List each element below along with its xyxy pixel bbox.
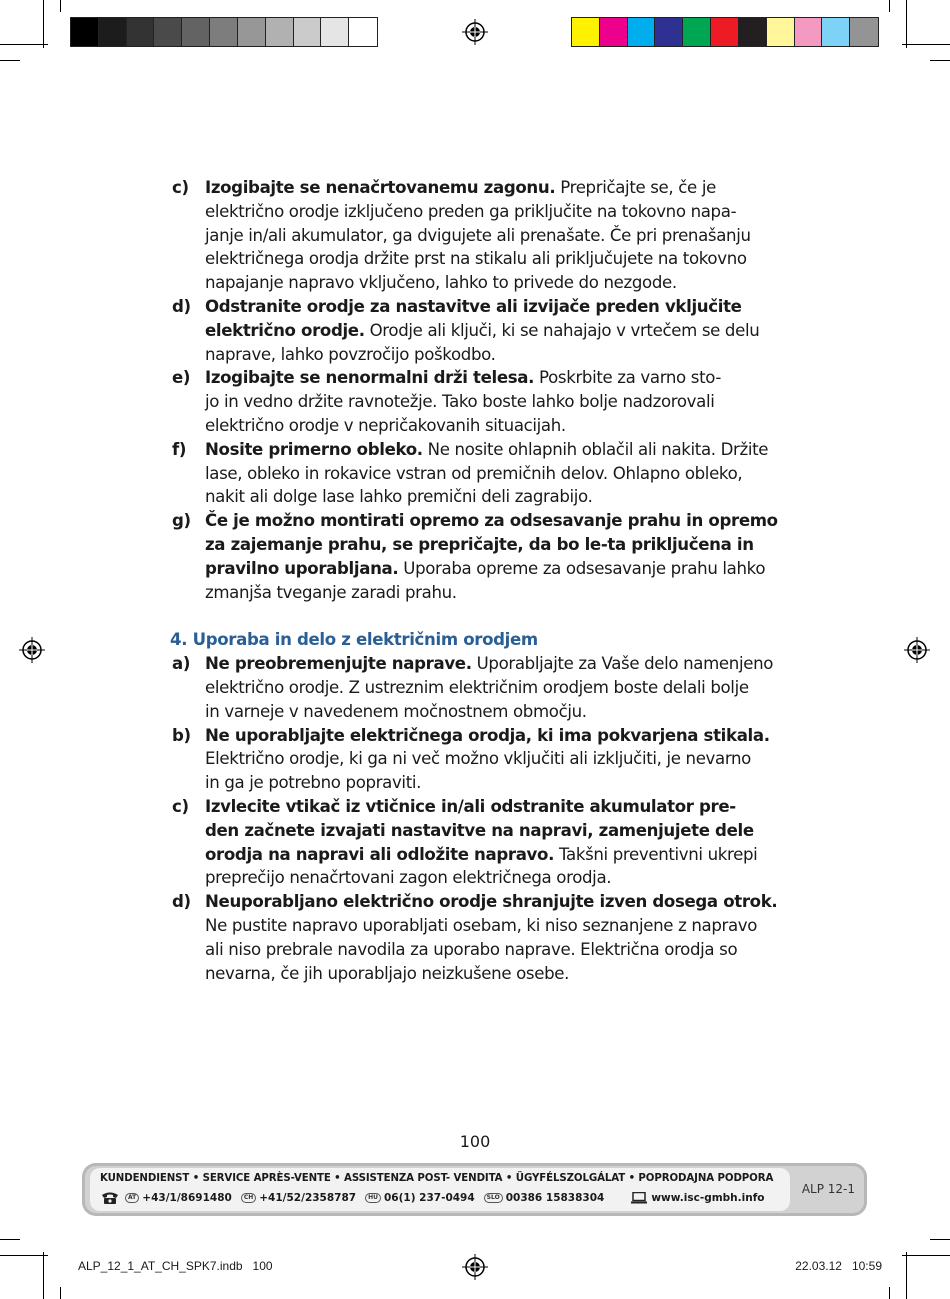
- body-text: ali niso prebrale navodila za uporabo naprave. Električna orodja so: [205, 939, 738, 959]
- text-line: [205, 581, 790, 605]
- text-line: [205, 771, 790, 795]
- bold-phrase: Izvlecite vtikač iz vtičnice in/ali odstranite akumulator pre-: [205, 796, 736, 816]
- phone-entry: [125, 1192, 232, 1204]
- phone-entry: [365, 1192, 475, 1204]
- list-item-letter: a): [172, 654, 191, 674]
- registration-mark-icon: [462, 1254, 488, 1280]
- telephone-icon: [100, 1191, 120, 1205]
- text-line: [205, 724, 790, 748]
- text-line: [205, 795, 790, 819]
- body-text: naprave, lahko povzročijo poškodbo.: [205, 344, 496, 364]
- gray-swatch: [294, 18, 322, 46]
- phone-number: +41/52/2358787: [259, 1192, 357, 1204]
- body-text: in varneje v navedenem močnostnem območju.: [205, 701, 587, 721]
- text-line: [205, 819, 790, 843]
- body-text: Poskrbite za varno sto-: [534, 368, 721, 388]
- main-content: [170, 176, 790, 985]
- text-line: [205, 747, 790, 771]
- registration-mark-icon: [19, 637, 45, 663]
- body-text: Uporabljajte za Vaše delo namenjeno: [471, 654, 774, 674]
- website-link[interactable]: www.isc-gmbh.info: [651, 1192, 765, 1204]
- grayscale-bar: [70, 17, 378, 47]
- phone-list: [125, 1192, 613, 1204]
- list-item: [170, 652, 790, 723]
- text-line: [205, 176, 790, 200]
- list-item: [170, 724, 790, 795]
- text-line: [205, 485, 790, 509]
- text-line: [205, 247, 790, 271]
- list-item-letter: d): [172, 296, 191, 316]
- gray-swatch: [349, 18, 377, 46]
- body-text: nakit ali dolge lase lahko premični deli zagrabijo.: [205, 487, 593, 507]
- text-line: [205, 866, 790, 890]
- body-text: lase, obleko in rokavice vstran od premičnih delov. Ohlapno obleko,: [205, 463, 743, 483]
- bold-phrase: Odstranite orodje za nastavitve ali izvijače preden vključite: [205, 296, 742, 316]
- list-item-letter: c): [172, 796, 189, 816]
- color-swatch: [600, 18, 628, 46]
- bold-phrase: Izogibajte se nenačrtovanemu zagonu.: [205, 178, 556, 197]
- body-text: preprečijo nenačrtovani zagon električnega orodja.: [205, 868, 612, 888]
- bold-phrase: den začnete izvajati nastavitve na napravi, zamenjujete dele: [205, 820, 754, 840]
- body-text: Uporaba opreme za odsesavanje prahu lahko: [398, 558, 766, 578]
- list-item: [170, 890, 790, 985]
- page-number: 100: [459, 1132, 491, 1151]
- laptop-icon: [631, 1192, 647, 1204]
- text-line: [205, 200, 790, 224]
- bold-phrase: orodja na napravi ali odložite napravo.: [205, 844, 555, 864]
- body-text: Ne nosite ohlapnih oblačil ali nakita. Držite: [422, 439, 769, 459]
- bold-phrase: Ne uporabljajte električnega orodja, ki ima pokvarjena stikala.: [205, 725, 770, 745]
- color-swatch: [572, 18, 600, 46]
- list-item-letter: b): [172, 725, 191, 745]
- section-3-list: [170, 176, 790, 604]
- text-line: [205, 843, 790, 867]
- list-item: [170, 795, 790, 890]
- bold-phrase: Če je možno montirati opremo za odsesavanje prahu in opremo: [205, 511, 778, 531]
- color-swatch: [739, 18, 767, 46]
- color-swatch: [683, 18, 711, 46]
- body-text: zmanjša tveganje zaradi prahu.: [205, 582, 457, 602]
- list-item-letter: g): [172, 511, 191, 531]
- body-text: Prepričajte se, če je: [555, 178, 716, 197]
- section-4-list: [170, 652, 790, 985]
- phone-number: +43/1/8691480: [142, 1192, 232, 1204]
- text-line: [205, 557, 790, 581]
- body-text: Orodje ali ključi, ki se nahajajo v vrtečem se delu: [364, 320, 760, 340]
- bold-phrase: pravilno uporabljana.: [205, 558, 399, 578]
- list-item: [170, 438, 790, 509]
- bold-phrase: Nosite primerno obleko.: [205, 439, 423, 459]
- body-text: in ga je potrebno popraviti.: [205, 773, 422, 793]
- text-line: [205, 890, 790, 914]
- color-swatch: [628, 18, 656, 46]
- text-line: [205, 700, 790, 724]
- text-line: [205, 533, 790, 557]
- text-line: [205, 938, 790, 962]
- text-line: [205, 462, 790, 486]
- gray-swatch: [182, 18, 210, 46]
- phone-number: 06(1) 237-0494: [384, 1192, 475, 1204]
- gray-swatch: [99, 18, 127, 46]
- gray-swatch: [71, 18, 99, 46]
- text-line: [205, 414, 790, 438]
- gray-swatch: [238, 18, 266, 46]
- color-swatch: [822, 18, 850, 46]
- body-text: električno orodje. Z ustreznim električnim orodjem boste delali bolje: [205, 677, 749, 697]
- phone-entry: [241, 1192, 356, 1204]
- service-phones: [100, 1191, 765, 1205]
- registration-mark-icon: [904, 637, 930, 663]
- text-line: [205, 271, 790, 295]
- body-text: električnega orodja držite prst na stikalu ali priključujete na tokovno: [205, 249, 747, 269]
- body-text: Električno orodje, ki ga ni več možno vključiti ali izključiti, je nevarno: [205, 749, 751, 769]
- body-text: električno orodje v nepričakovanih situacijah.: [205, 415, 566, 435]
- list-item-letter: d): [172, 892, 191, 912]
- text-line: [205, 295, 790, 319]
- country-badge: HU: [365, 1193, 381, 1203]
- footer-datetime: 22.03.12 10:59: [795, 1259, 882, 1273]
- text-line: [205, 343, 790, 367]
- gray-swatch: [210, 18, 238, 46]
- registration-mark-icon: [462, 19, 488, 45]
- list-item: [170, 176, 790, 295]
- color-swatch: [850, 18, 878, 46]
- bold-phrase: električno orodje.: [205, 320, 365, 340]
- color-swatch: [711, 18, 739, 46]
- text-line: [205, 224, 790, 248]
- list-item-letter: f): [172, 439, 187, 459]
- list-item-letter: c): [172, 178, 189, 197]
- color-swatch: [795, 18, 823, 46]
- service-box: [82, 1163, 867, 1216]
- text-line: [205, 366, 790, 390]
- bold-phrase: Neuporabljano električno orodje shranjujte izven dosega otrok.: [205, 892, 778, 912]
- color-swatch: [655, 18, 683, 46]
- list-item: [170, 295, 790, 366]
- footer-file-name: ALP_12_1_AT_CH_SPK7.indb 100: [78, 1259, 273, 1273]
- phone-entry: [484, 1192, 605, 1204]
- list-item: [170, 509, 790, 604]
- list-item: [170, 366, 790, 437]
- bold-phrase: za zajemanje prahu, se prepričajte, da bo le-ta priključena in: [205, 534, 754, 554]
- country-badge: SLO: [484, 1193, 503, 1203]
- body-text: napajanje napravo vključeno, lahko to privede do nezgode.: [205, 273, 677, 293]
- text-line: [205, 914, 790, 938]
- section-heading: 4. Uporaba in delo z električnim orodjem: [170, 630, 538, 650]
- text-line: [205, 319, 790, 343]
- gray-swatch: [321, 18, 349, 46]
- text-line: [205, 962, 790, 986]
- body-text: električno orodje izključeno preden ga priključite na tokovno napa-: [205, 201, 737, 221]
- text-line: [205, 652, 790, 676]
- gray-swatch: [127, 18, 155, 46]
- color-bar: [571, 17, 879, 47]
- service-title: KUNDENDIENST • SERVICE APRÈS-VENTE • ASSISTENZA POST- VENDITA • ÜGYFÉLSZOLGÁLAT • POPRODAJNA PODPORA: [100, 1173, 774, 1184]
- color-swatch: [767, 18, 795, 46]
- body-text: janje in/ali akumulator, ga dvigujete ali prenašate. Če pri prenašanju: [205, 225, 751, 245]
- text-line: [205, 438, 790, 462]
- gray-swatch: [266, 18, 294, 46]
- text-line: [205, 390, 790, 414]
- body-text: jo in vedno držite ravnotežje. Tako boste lahko bolje nadzorovali: [205, 392, 715, 412]
- list-item-letter: e): [172, 368, 191, 388]
- text-line: [205, 509, 790, 533]
- bold-phrase: Ne preobremenjujte naprave.: [205, 654, 472, 674]
- body-text: Takšni preventivni ukrepi: [554, 844, 758, 864]
- country-badge: CH: [241, 1193, 256, 1203]
- gray-swatch: [154, 18, 182, 46]
- body-text: Ne pustite napravo uporabljati osebam, ki niso seznanjene z napravo: [205, 915, 758, 935]
- country-badge: AT: [125, 1193, 139, 1203]
- body-text: nevarna, če jih uporabljajo neizkušene osebe.: [205, 963, 570, 983]
- phone-number: 00386 15838304: [505, 1192, 605, 1204]
- bold-phrase: Izogibajte se nenormalni drži telesa.: [205, 368, 535, 388]
- text-line: [205, 676, 790, 700]
- model-number: ALP 12-1: [801, 1182, 855, 1196]
